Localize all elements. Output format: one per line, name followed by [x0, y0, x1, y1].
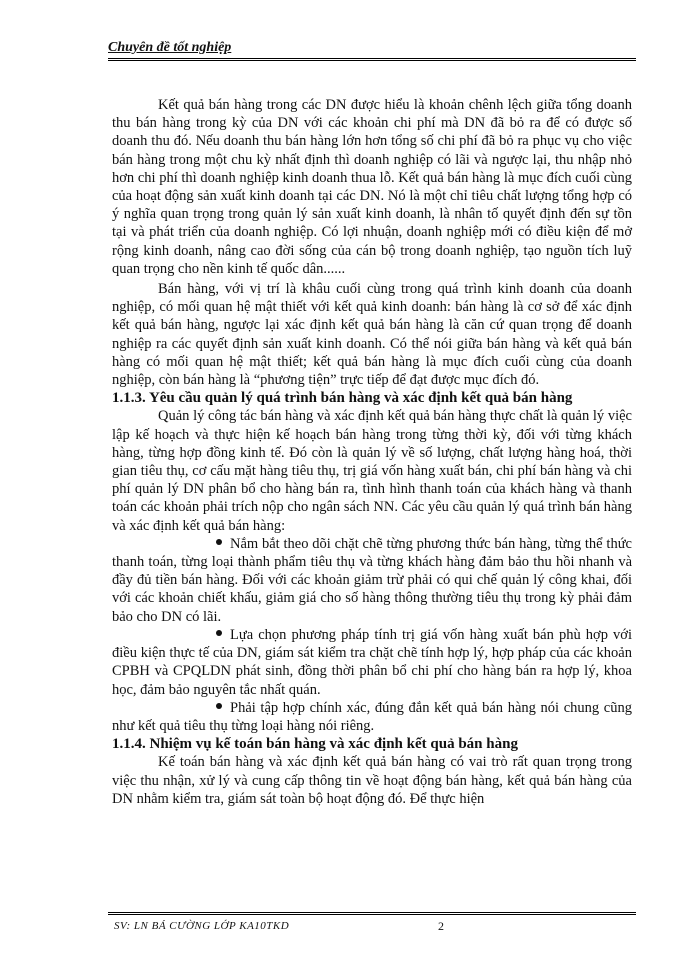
document-body: [112, 96, 632, 808]
section-heading-1-1-4: 1.1.4. Nhiệm vụ kế toán bán hàng và xác định kết quả bán hàng: [112, 736, 518, 753]
paragraph-3: Quản lý công tác bán hàng và xác định kết quả bán hàng thực chất là quản lý việc lập kế hoạch và thực hiện kế hoạch bán hàng trong từng thời kỳ, đối với từng khách hàng, từng hợp đồng kinh tế. Đó còn là quản lý về số lượng, chất lượng hàng hoá, thời gian tiêu thụ, cơ cấu mặt hàng tiêu thụ, trị giá vốn hàng xuất bán, chi phí bán hàng và chi phí quản lý DN phân bổ cho hàng bán ra, tình hình thanh toán của khách hàng và thanh toán các khoản phải trích nộp cho ngân sách NN. Các yêu cầu quản lý quá trình bán hàng và xác định kết quả bán hàng:: [112, 408, 632, 534]
page-footer: [108, 912, 636, 933]
paragraph-2: Bán hàng, với vị trí là khâu cuối cùng trong quá trình kinh doanh của doanh nghiệp, có mối quan hệ mật thiết với kết quả kinh doanh: bán hàng là cơ sở để xác định kết quả bán hàng, ngược lại xác định kết quả bán hàng là căn cứ quan trọng để doanh nghiệp ra các quyết định sản xuất kinh doanh. Có thể nói giữa bán hàng và kết quả bán hàng có mối quan hệ mật thiết; kết quả bán hàng là mục đích cuối cùng của doanh nghiệp, còn bán hàng là “phương tiện” trực tiếp để đạt được mục đích đó.: [112, 281, 632, 389]
header-title: Chuyên đề tốt nghiệp: [108, 40, 232, 55]
page-header: [108, 38, 636, 61]
bullet-item-2: [112, 626, 632, 699]
bullet-icon: [216, 703, 222, 709]
bullet-text: Phải tập hợp chính xác, đúng đắn kết quả bán hàng nói chung cũng như kết quả tiêu thụ từng loại hàng nói riêng.: [112, 699, 632, 734]
bullet-icon: [216, 630, 222, 636]
bullet-icon: [216, 539, 222, 545]
bullet-item-3: [112, 699, 632, 735]
bullet-item-1: [112, 535, 632, 626]
paragraph-1: Kết quả bán hàng trong các DN được hiểu là khoản chênh lệch giữa tổng doanh thu bán hàng trong kỳ của DN với các khoản chi phí mà DN đã bỏ ra để có được số doanh thu đó. Nếu doanh thu bán hàng lớn hơn tổng số chi phí đã bỏ ra phục vụ cho việc bán hàng trong một chu kỳ nhất định thì doanh nghiệp có lãi và ngược lại, thu nhập nhỏ hơn chi phí thì doanh nghiệp kinh doanh thua lỗ. Kết quả bán hàng là mục đích cuối cùng của hoạt động sản xuất kinh doanh tại các DN. Nó là một chỉ tiêu chất lượng tổng hợp có ý nghĩa quan trọng trong quản lý sản xuất kinh doanh, là nhân tố quyết định đến sự tồn tại và phát triển của doanh nghiệp. Có lợi nhuận, doanh nghiệp mới có điều kiện để mở rộng kinh doanh, nâng cao đời sống của cán bộ trong doanh nghiệp, tạo nguồn tích luỹ quan trọng cho nền kinh tế quốc dân......: [112, 97, 632, 277]
footer-author: SV: LN BÁ CƯỜNG LỚP KA10TKD: [114, 920, 290, 932]
paragraph-4: Kế toán bán hàng và xác định kết quả bán hàng có vai trò rất quan trọng trong việc thu nhận, xử lý và cung cấp thông tin về hoạt động bán hàng, kết quả bán hàng của DN nhằm kiểm tra, giám sát toàn bộ hoạt động đó. Để thực hiện: [112, 754, 632, 807]
section-heading-1-1-3: 1.1.3. Yêu cầu quản lý quá trình bán hàng và xác định kết quả bán hàng: [112, 390, 573, 407]
bullet-text: Lựa chọn phương pháp tính trị giá vốn hàng xuất bán phù hợp với điều kiện thực tế của DN, giám sát kiểm tra chặt chẽ tính hợp lý, hợp pháp của các khoản CPBH và CPQLDN phát sinh, đồng thời phân bổ chi phí cho hàng bán ra hợp lý, khoa học, đảm bảo nguyên tắc nhất quán.: [112, 626, 632, 698]
bullet-text: Nắm bắt theo dõi chặt chẽ từng phương thức bán hàng, từng thể thức thanh toán, từng loại thành phẩm tiêu thụ và từng khách hàng đảm bảo thu hồi nhanh và đầy đủ tiền bán hàng. Đối với các khoản giảm trừ phải có qui chế quản lý công khai, đối với các khoản chiết khấu, giảm giá cho số hàng thông thường tiêu thụ trong kỳ phải đảm bảo cho DN có lãi.: [112, 535, 632, 625]
page-number: 2: [438, 919, 444, 933]
